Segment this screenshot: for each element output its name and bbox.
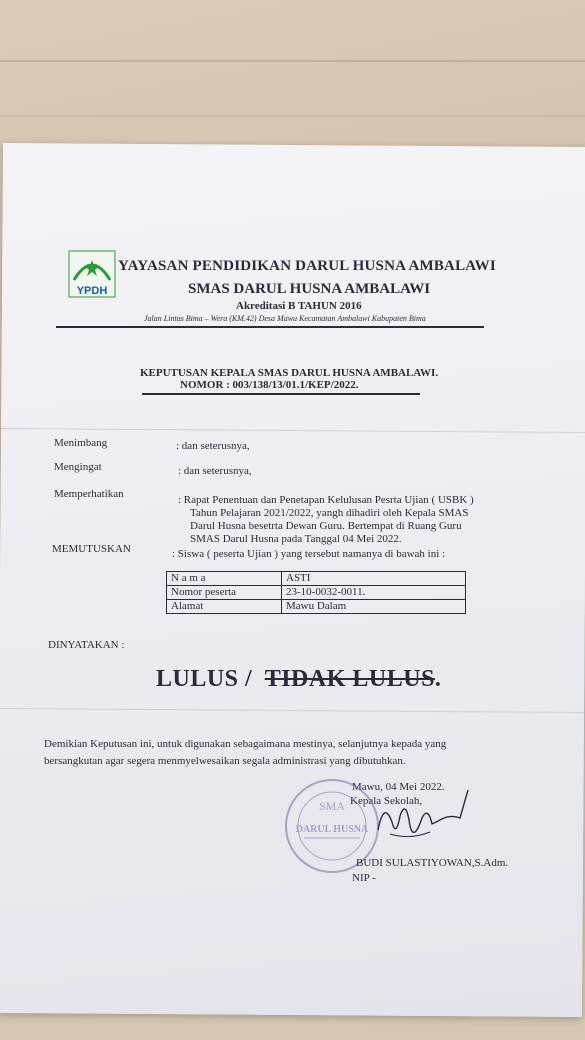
result-period: . <box>434 666 442 692</box>
text-menimbang: : dan seterusnya, <box>176 440 250 452</box>
text-memutuskan: : Siswa ( peserta Ujian ) yang tersebut namanya di bawah ini : <box>172 548 446 560</box>
table-row <box>167 586 466 600</box>
text-memperhatikan-line: Darul Husna besetrta Dewan Guru. Bertempat di Ruang Guru <box>190 520 462 532</box>
handwritten-signature-icon <box>370 790 480 850</box>
svg-text:SMA: SMA <box>318 799 346 813</box>
wood-grain <box>0 115 585 117</box>
school-logo-icon <box>68 250 116 298</box>
field-label: N a m a <box>167 572 282 586</box>
label-mengingat: Mengingat <box>54 461 102 473</box>
field-value: 23-10-0032-0011. <box>282 586 466 600</box>
field-label: Nomor peserta <box>167 586 282 600</box>
place-date: Mawu, 04 Mei 2022. <box>352 781 445 793</box>
field-value: ASTI <box>282 572 466 586</box>
text-memperhatikan: : Rapat Penentuan dan Penetapan Kelulusan Pesrta Ujian ( USBK ) <box>178 494 474 506</box>
table-row <box>167 600 466 614</box>
result-pass: LULUS / <box>156 666 253 692</box>
result-line <box>156 666 441 693</box>
label-memutuskan: MEMUTUSKAN <box>52 543 131 555</box>
closing-line-2: bersangkutan agar segera menmyelwesaikan segala administrasi yang dibutuhkan. <box>44 755 406 767</box>
accreditation: Akreditasi B TAHUN 2016 <box>236 300 362 312</box>
field-value: Mawu Dalam <box>282 600 466 614</box>
label-menimbang: Menimbang <box>54 437 108 449</box>
text-mengingat: : dan seterusnya, <box>178 465 252 477</box>
wood-grain <box>0 60 585 62</box>
table-row <box>167 572 466 586</box>
field-label: Alamat <box>167 600 282 614</box>
label-memperhatikan: Memperhatikan <box>54 488 124 500</box>
closing-line-1: Demikian Keputusan ini, untuk digunakan sebagaimana mestinya, selanjutnya kepada yang <box>44 738 447 750</box>
logo-text: YPDH <box>76 285 108 297</box>
letterhead-divider <box>56 326 484 328</box>
text-memperhatikan-line: Tahun Pelajaran 2021/2022, yangh dihadiri oleh Kepala SMAS <box>190 507 469 519</box>
declared-label: DINYATAKAN : <box>48 639 125 651</box>
address: Jalan Lintas Bima – Wera (KM.42) Desa Mawu Kecamatan Ambalawi Kabupaten Bima <box>144 314 426 323</box>
text-memperhatikan-line: SMAS Darul Husna pada Tanggal 04 Mei 2022. <box>190 533 402 545</box>
decision-number: NOMOR : 003/138/13/01.1/KEP/2022. <box>180 379 359 391</box>
title-underline <box>142 393 420 395</box>
school-name: SMAS DARUL HUSNA AMBALAWI <box>188 281 431 297</box>
signatory-nip: NIP - <box>352 872 376 884</box>
student-table <box>166 571 466 614</box>
decision-title: KEPUTUSAN KEPALA SMAS DARUL HUSNA AMBALAWI. <box>140 367 439 379</box>
signatory-name: BUDI SULASTIYOWAN,S.Adm. <box>356 857 509 869</box>
foundation-name: YAYASAN PENDIDIKAN DARUL HUSNA AMBALAWI <box>118 258 496 274</box>
result-fail-struck: TIDAK LULUS <box>264 666 435 692</box>
svg-text:DARUL HUSNA: DARUL HUSNA <box>295 824 369 835</box>
signatory-role: Kepala Sekolah, <box>350 795 423 807</box>
fold-line <box>0 708 584 713</box>
fold-line <box>1 428 585 433</box>
